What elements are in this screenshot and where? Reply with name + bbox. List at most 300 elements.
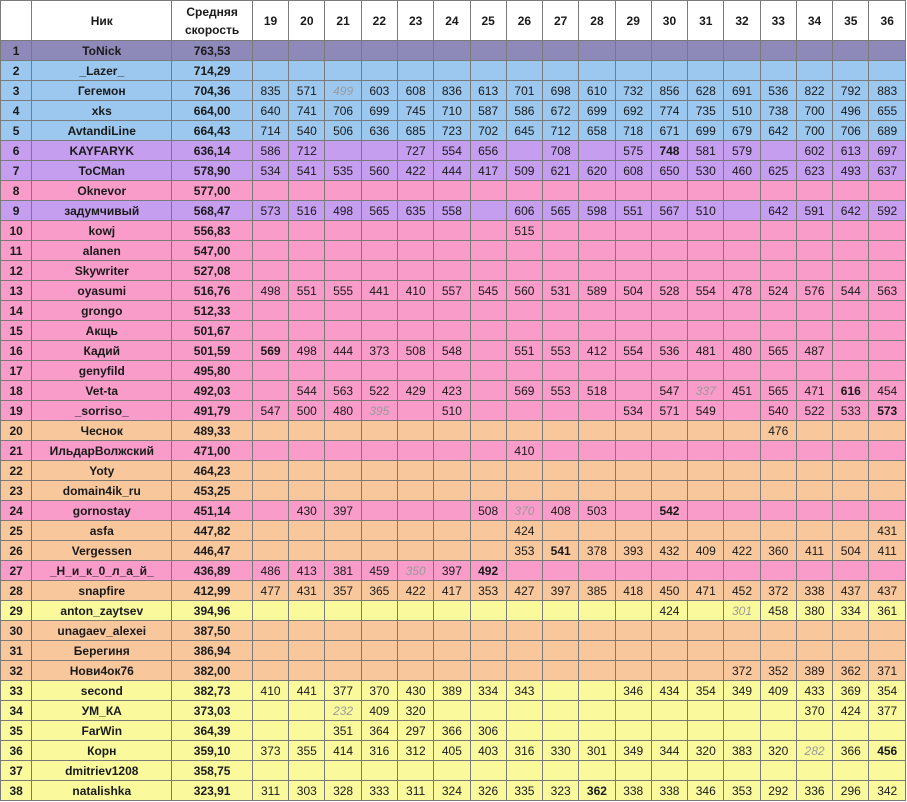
speed-cell-21 [325, 321, 361, 341]
speed-cell-27 [543, 681, 579, 701]
column-header-22: 22 [361, 1, 397, 41]
speed-cell-20: 516 [289, 201, 325, 221]
speed-cell-28: 301 [579, 741, 615, 761]
speed-cell-29 [615, 321, 651, 341]
speed-cell-24: 554 [434, 141, 470, 161]
speed-cell-27: 408 [543, 501, 579, 521]
speed-cell-21: 232 [325, 701, 361, 721]
table-row [1, 221, 906, 241]
speed-cell-23 [397, 261, 433, 281]
speed-cell-28: 620 [579, 161, 615, 181]
speed-cell-21 [325, 661, 361, 681]
speed-cell-31: 554 [688, 281, 724, 301]
speed-cell-31 [688, 241, 724, 261]
speed-cell-21: 706 [325, 101, 361, 121]
rank-cell: 1 [1, 41, 32, 61]
speed-cell-25 [470, 441, 506, 461]
speed-cell-32 [724, 41, 760, 61]
speed-cell-24 [434, 221, 470, 241]
speed-cell-34 [796, 561, 832, 581]
speed-cell-23 [397, 661, 433, 681]
speed-cell-22: 365 [361, 581, 397, 601]
speed-cell-19: 410 [252, 681, 288, 701]
speed-cell-28 [579, 301, 615, 321]
avg-speed-cell: 382,00 [172, 661, 253, 681]
speed-cell-19: 640 [252, 101, 288, 121]
speed-cell-28 [579, 261, 615, 281]
speed-cell-35 [833, 501, 869, 521]
speed-cell-28: 378 [579, 541, 615, 561]
speed-cell-19 [252, 481, 288, 501]
speed-cell-36: 437 [869, 581, 906, 601]
speed-cell-25 [470, 621, 506, 641]
speed-cell-24 [434, 41, 470, 61]
speed-cell-28: 385 [579, 581, 615, 601]
speed-cell-27 [543, 561, 579, 581]
speed-cell-35 [833, 521, 869, 541]
speed-cell-25: 334 [470, 681, 506, 701]
speed-cell-25: 702 [470, 121, 506, 141]
speed-cell-34: 380 [796, 601, 832, 621]
speed-cell-33: 372 [760, 581, 796, 601]
speed-cell-20 [289, 41, 325, 61]
speed-cell-31 [688, 721, 724, 741]
speed-cell-23 [397, 461, 433, 481]
speed-cell-33 [760, 561, 796, 581]
speed-cell-27: 708 [543, 141, 579, 161]
table-row [1, 781, 906, 801]
speed-cell-25 [470, 541, 506, 561]
speed-cell-26 [506, 721, 542, 741]
speed-cell-21 [325, 421, 361, 441]
speed-cell-36 [869, 621, 906, 641]
speed-cell-23: 297 [397, 721, 433, 741]
speed-cell-23: 422 [397, 161, 433, 181]
speed-cell-29 [615, 721, 651, 741]
speed-cell-23: 745 [397, 101, 433, 121]
speed-cell-30 [651, 301, 687, 321]
speed-cell-24: 510 [434, 401, 470, 421]
nick-cell: Vergessen [32, 541, 172, 561]
rank-cell: 35 [1, 721, 32, 741]
speed-cell-24 [434, 301, 470, 321]
table-row [1, 501, 906, 521]
speed-cell-36 [869, 761, 906, 781]
speed-cell-21 [325, 621, 361, 641]
speed-cell-29 [615, 381, 651, 401]
speed-cell-35: 706 [833, 121, 869, 141]
speed-cell-21: 328 [325, 781, 361, 801]
speed-cell-32 [724, 201, 760, 221]
speed-cell-20 [289, 61, 325, 81]
speed-cell-20 [289, 361, 325, 381]
rank-cell: 7 [1, 161, 32, 181]
speed-cell-26: 427 [506, 581, 542, 601]
speed-cell-21 [325, 601, 361, 621]
speed-cell-36 [869, 41, 906, 61]
column-header-24: 24 [434, 1, 470, 41]
speed-cell-24: 405 [434, 741, 470, 761]
speed-cell-27 [543, 181, 579, 201]
speed-cell-26 [506, 461, 542, 481]
avg-speed-cell: 464,23 [172, 461, 253, 481]
speed-cell-24: 836 [434, 81, 470, 101]
table-row [1, 201, 906, 221]
nick-cell: Yoty [32, 461, 172, 481]
column-header-25: 25 [470, 1, 506, 41]
speed-cell-30: 547 [651, 381, 687, 401]
speed-cell-26: 645 [506, 121, 542, 141]
speed-cell-34: 700 [796, 121, 832, 141]
speed-cell-35 [833, 221, 869, 241]
table-row [1, 741, 906, 761]
speed-cell-35: 493 [833, 161, 869, 181]
speed-cell-27 [543, 261, 579, 281]
avg-speed-cell: 664,00 [172, 101, 253, 121]
nick-cell: genyfild [32, 361, 172, 381]
speed-cell-33 [760, 241, 796, 261]
column-header-23: 23 [397, 1, 433, 41]
rank-cell: 12 [1, 261, 32, 281]
speed-cell-19 [252, 621, 288, 641]
speed-cell-30: 567 [651, 201, 687, 221]
speed-cell-33 [760, 181, 796, 201]
speed-cell-36: 411 [869, 541, 906, 561]
speed-cell-26 [506, 421, 542, 441]
rank-cell: 9 [1, 201, 32, 221]
speed-cell-33 [760, 641, 796, 661]
speed-cell-21: 377 [325, 681, 361, 701]
avg-speed-cell: 577,00 [172, 181, 253, 201]
rank-cell: 33 [1, 681, 32, 701]
speed-cell-32 [724, 441, 760, 461]
speed-cell-30 [651, 641, 687, 661]
speed-cell-32 [724, 561, 760, 581]
speed-cell-31 [688, 761, 724, 781]
speed-cell-20: 498 [289, 341, 325, 361]
table-row [1, 381, 906, 401]
speed-cell-32: 679 [724, 121, 760, 141]
speed-cell-29: 349 [615, 741, 651, 761]
speed-cell-22: 699 [361, 101, 397, 121]
speed-cell-36 [869, 561, 906, 581]
speed-cell-20 [289, 481, 325, 501]
rank-header [1, 1, 32, 41]
speed-cell-26 [506, 641, 542, 661]
speed-cell-21: 499 [325, 81, 361, 101]
speed-cell-19 [252, 661, 288, 681]
table-row [1, 121, 906, 141]
speed-cell-25 [470, 361, 506, 381]
speed-cell-23 [397, 521, 433, 541]
speed-cell-29 [615, 441, 651, 461]
speed-cell-28 [579, 521, 615, 541]
speed-cell-30 [651, 441, 687, 461]
speed-cell-35 [833, 41, 869, 61]
rank-cell: 20 [1, 421, 32, 441]
speed-cell-27 [543, 761, 579, 781]
speed-cell-26: 316 [506, 741, 542, 761]
speed-cell-25 [470, 641, 506, 661]
speed-cell-23: 410 [397, 281, 433, 301]
table-row [1, 481, 906, 501]
speed-cell-34 [796, 261, 832, 281]
nick-cell: Акщь [32, 321, 172, 341]
speed-cell-34: 522 [796, 401, 832, 421]
nick-cell: Гегемон [32, 81, 172, 101]
speed-cell-29 [615, 421, 651, 441]
speed-cell-22 [361, 261, 397, 281]
speed-cell-34 [796, 181, 832, 201]
column-header-26: 26 [506, 1, 542, 41]
speed-cell-32 [724, 421, 760, 441]
rank-cell: 4 [1, 101, 32, 121]
speed-cell-35 [833, 441, 869, 461]
speed-cell-31: 581 [688, 141, 724, 161]
speed-cell-34 [796, 521, 832, 541]
speed-cell-19: 547 [252, 401, 288, 421]
speed-cell-20 [289, 721, 325, 741]
speed-cell-35: 334 [833, 601, 869, 621]
speed-cell-21: 506 [325, 121, 361, 141]
column-header-19: 19 [252, 1, 288, 41]
speed-cell-21 [325, 301, 361, 321]
speed-cell-33: 536 [760, 81, 796, 101]
speed-cell-33 [760, 361, 796, 381]
speed-cell-22: 370 [361, 681, 397, 701]
rank-cell: 10 [1, 221, 32, 241]
speed-cell-29: 393 [615, 541, 651, 561]
speed-cell-21 [325, 141, 361, 161]
speed-cell-34: 822 [796, 81, 832, 101]
speed-cell-24 [434, 261, 470, 281]
speed-cell-26: 353 [506, 541, 542, 561]
speed-cell-26: 569 [506, 381, 542, 401]
speed-cell-23 [397, 41, 433, 61]
rank-cell: 36 [1, 741, 32, 761]
speed-cell-27 [543, 521, 579, 541]
avg-speed-cell: 436,89 [172, 561, 253, 581]
speed-cell-23 [397, 641, 433, 661]
rank-cell: 8 [1, 181, 32, 201]
speed-cell-34: 370 [796, 701, 832, 721]
speed-cell-23: 350 [397, 561, 433, 581]
speed-cell-27 [543, 481, 579, 501]
speed-cell-35 [833, 301, 869, 321]
speed-cell-28 [579, 361, 615, 381]
speed-cell-23: 320 [397, 701, 433, 721]
speed-cell-30 [651, 621, 687, 641]
avg-speed-cell: 492,03 [172, 381, 253, 401]
speed-cell-35: 424 [833, 701, 869, 721]
nick-cell: domain4ik_ru [32, 481, 172, 501]
speed-cell-26 [506, 361, 542, 381]
speed-cell-19: 569 [252, 341, 288, 361]
speed-cell-32 [724, 501, 760, 521]
table-row [1, 41, 906, 61]
speed-cell-24 [434, 481, 470, 501]
table-row [1, 641, 906, 661]
speed-cell-23 [397, 241, 433, 261]
speed-cell-31 [688, 441, 724, 461]
avg-speed-cell: 501,59 [172, 341, 253, 361]
speed-cell-30 [651, 321, 687, 341]
speed-cell-20 [289, 181, 325, 201]
speed-cell-19: 486 [252, 561, 288, 581]
speed-cell-33 [760, 221, 796, 241]
speed-cell-20: 303 [289, 781, 325, 801]
avg-speed-cell: 323,91 [172, 781, 253, 801]
table-row [1, 61, 906, 81]
speed-cell-31 [688, 601, 724, 621]
speed-cell-23: 311 [397, 781, 433, 801]
speed-cell-23 [397, 301, 433, 321]
speed-cell-21: 444 [325, 341, 361, 361]
speed-cell-32: 452 [724, 581, 760, 601]
speed-cell-26: 410 [506, 441, 542, 461]
speed-cell-33 [760, 761, 796, 781]
speed-cell-27 [543, 41, 579, 61]
speed-cell-36: 431 [869, 521, 906, 541]
speed-cell-21 [325, 361, 361, 381]
nick-cell: natalishka [32, 781, 172, 801]
speed-cell-22 [361, 181, 397, 201]
avg-speed-cell: 373,03 [172, 701, 253, 721]
speed-cell-31: 628 [688, 81, 724, 101]
speed-cell-19 [252, 421, 288, 441]
speed-cell-19 [252, 641, 288, 661]
table-row [1, 461, 906, 481]
speed-cell-28 [579, 41, 615, 61]
speed-cell-33 [760, 481, 796, 501]
speed-cell-34 [796, 441, 832, 461]
speed-cell-20 [289, 241, 325, 261]
speed-cell-33 [760, 321, 796, 341]
speed-cell-35 [833, 361, 869, 381]
speed-cell-35 [833, 321, 869, 341]
speed-cell-22 [361, 761, 397, 781]
speed-cell-24 [434, 641, 470, 661]
nick-cell: задумчивый [32, 201, 172, 221]
speed-cell-34: 389 [796, 661, 832, 681]
speed-cell-27 [543, 641, 579, 661]
speed-cell-26: 606 [506, 201, 542, 221]
speed-cell-26 [506, 401, 542, 421]
speed-cell-35: 369 [833, 681, 869, 701]
speed-cell-23 [397, 61, 433, 81]
speed-cell-29 [615, 301, 651, 321]
speed-cell-30 [651, 721, 687, 741]
speed-cell-31 [688, 661, 724, 681]
speed-cell-24: 397 [434, 561, 470, 581]
speed-cell-29: 534 [615, 401, 651, 421]
speed-cell-30: 344 [651, 741, 687, 761]
speed-cell-20: 500 [289, 401, 325, 421]
speed-cell-30: 748 [651, 141, 687, 161]
speed-cell-20 [289, 761, 325, 781]
table-row [1, 101, 906, 121]
speed-cell-28: 362 [579, 781, 615, 801]
speed-cell-20 [289, 461, 325, 481]
rank-cell: 14 [1, 301, 32, 321]
speed-cell-33 [760, 501, 796, 521]
speed-cell-36: 354 [869, 681, 906, 701]
nick-cell: asfa [32, 521, 172, 541]
rank-cell: 3 [1, 81, 32, 101]
speed-cell-29: 608 [615, 161, 651, 181]
speed-cell-22: 459 [361, 561, 397, 581]
speed-cell-22 [361, 141, 397, 161]
avg-speed-cell: 556,83 [172, 221, 253, 241]
speed-cell-22 [361, 501, 397, 521]
speed-cell-30 [651, 361, 687, 381]
table-body [1, 41, 906, 801]
speed-cell-25: 587 [470, 101, 506, 121]
speed-cell-26 [506, 601, 542, 621]
nick-cell: УМ_КА [32, 701, 172, 721]
avg-speed-cell: 382,73 [172, 681, 253, 701]
speed-cell-34 [796, 321, 832, 341]
table-row [1, 361, 906, 381]
speed-cell-29 [615, 361, 651, 381]
speed-cell-22 [361, 241, 397, 261]
speed-cell-24 [434, 321, 470, 341]
speed-cell-20: 413 [289, 561, 325, 581]
speed-cell-31 [688, 41, 724, 61]
speed-cell-34: 411 [796, 541, 832, 561]
speed-cell-19 [252, 761, 288, 781]
speed-cell-20 [289, 601, 325, 621]
speed-cell-34: 602 [796, 141, 832, 161]
speed-cell-34 [796, 481, 832, 501]
speed-cell-22: 441 [361, 281, 397, 301]
avg-speed-cell: 359,10 [172, 741, 253, 761]
nick-cell: ИльдарВолжский [32, 441, 172, 461]
speed-cell-36 [869, 61, 906, 81]
speed-cell-22: 316 [361, 741, 397, 761]
speed-cell-28: 412 [579, 341, 615, 361]
speed-cell-36: 697 [869, 141, 906, 161]
speed-cell-24 [434, 601, 470, 621]
rank-cell: 5 [1, 121, 32, 141]
speed-cell-31: 409 [688, 541, 724, 561]
speed-cell-22: 395 [361, 401, 397, 421]
nick-cell: Берегиня [32, 641, 172, 661]
speed-cell-36: 655 [869, 101, 906, 121]
speed-cell-28 [579, 701, 615, 721]
table-row [1, 441, 906, 461]
avg-speed-cell: 516,76 [172, 281, 253, 301]
speed-cell-22 [361, 41, 397, 61]
speed-cell-20 [289, 701, 325, 721]
speed-cell-30 [651, 661, 687, 681]
speed-cell-30: 571 [651, 401, 687, 421]
speed-cell-25 [470, 201, 506, 221]
speed-cell-28 [579, 561, 615, 581]
speed-cell-31: 510 [688, 201, 724, 221]
speed-cell-27 [543, 621, 579, 641]
speed-cell-25 [470, 661, 506, 681]
table-row [1, 321, 906, 341]
speed-cell-30: 542 [651, 501, 687, 521]
table-row [1, 341, 906, 361]
table-row [1, 421, 906, 441]
rank-cell: 17 [1, 361, 32, 381]
speed-cell-24 [434, 421, 470, 441]
speed-cell-36 [869, 641, 906, 661]
speed-cell-33: 524 [760, 281, 796, 301]
speed-cell-22 [361, 321, 397, 341]
